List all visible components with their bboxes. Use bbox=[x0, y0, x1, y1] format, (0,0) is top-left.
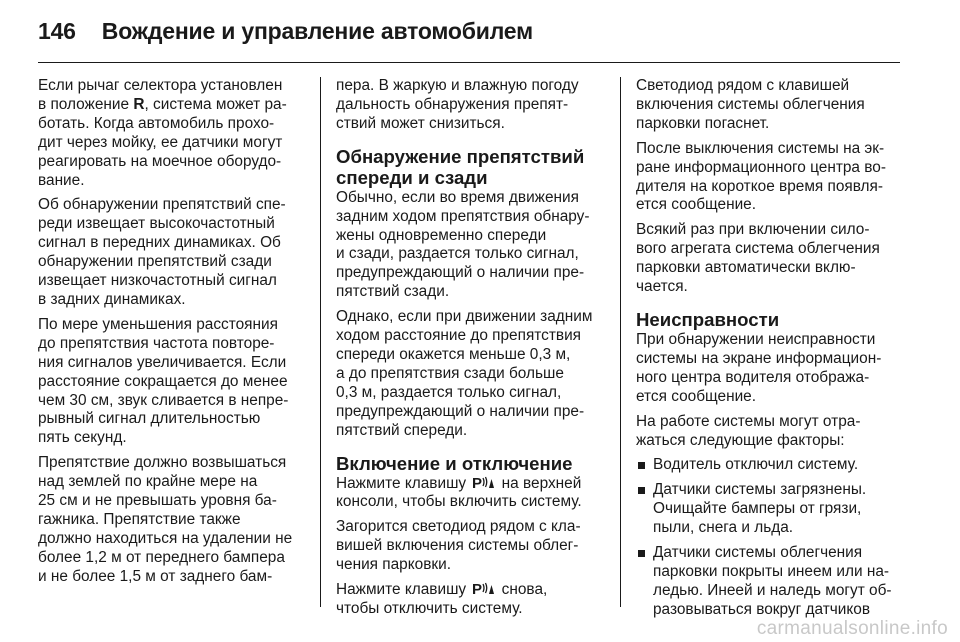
text-line: При обнаружении неисправности bbox=[636, 330, 876, 348]
text-line: над землей по крайне мере на bbox=[38, 473, 258, 491]
column-3 bbox=[636, 77, 904, 626]
text-line: 25 см и не превышать уровня ба- bbox=[38, 492, 277, 510]
text-line: Нажмите клавишу P снова, bbox=[336, 581, 548, 599]
text-line: спереди окажется меньше 0,3 м, bbox=[336, 345, 571, 363]
text-line: до препятствия частота повторе- bbox=[38, 334, 275, 352]
text-line: Если рычаг селектора установлен bbox=[38, 77, 283, 94]
text-line: реагировать на моечное оборудо- bbox=[38, 152, 282, 170]
column-2 bbox=[336, 77, 610, 625]
paragraph bbox=[636, 221, 904, 297]
paragraph bbox=[336, 518, 610, 575]
page-number: 146 bbox=[38, 18, 76, 44]
text-line: в задних динамиках. bbox=[38, 290, 186, 308]
text-line: чается. bbox=[636, 278, 688, 296]
text-line: чем 30 см, звук сливается в непре- bbox=[38, 391, 289, 409]
text-line: ботать. Когда автомобиль прохо- bbox=[38, 114, 275, 132]
text-line: ного центра водителя отобража- bbox=[636, 368, 870, 386]
text-line: вишей включения системы облег- bbox=[336, 537, 579, 555]
paragraph bbox=[636, 140, 904, 216]
paragraph bbox=[336, 189, 610, 302]
text-line: Об обнаружении препятствий спе- bbox=[38, 196, 286, 214]
text-line: системы на экране информацион- bbox=[636, 349, 882, 367]
list-item: Датчики системы загрязнены. Очищайте бамперы от грязи, пыли, снега и льда. bbox=[636, 481, 904, 538]
park-pilot-icon bbox=[472, 475, 494, 490]
section-heading: Обнаружение препятствий спереди и сзади bbox=[336, 145, 585, 188]
text-line: пятствий спереди. bbox=[336, 421, 468, 439]
text-line: ходом расстояние до препятствия bbox=[336, 327, 582, 345]
watermark: carmanualsonline.info bbox=[756, 618, 948, 639]
text-line: жаться следующие факторы: bbox=[636, 431, 845, 449]
text-line: задним ходом препятствия обнару- bbox=[336, 207, 590, 225]
text-line: Препятствие должно возвышаться bbox=[38, 454, 287, 472]
column-divider-1 bbox=[320, 77, 321, 607]
paragraph bbox=[38, 77, 318, 190]
text-line: 0,3 м, раздается только сигнал, bbox=[336, 383, 562, 401]
text-line: вание. bbox=[38, 171, 85, 189]
text-line: гажника. Препятствие также bbox=[38, 510, 241, 528]
text-line: дальность обнаружения препят- bbox=[336, 95, 569, 113]
text-line: пера. В жаркую и влажную погоду bbox=[336, 77, 579, 94]
text-line: чтобы отключить систему. bbox=[336, 599, 523, 617]
page-title: Вождение и управление автомобилем bbox=[101, 18, 533, 44]
paragraph bbox=[636, 413, 904, 451]
text-line: На работе системы могут отра- bbox=[636, 412, 861, 430]
text-line: дит через мойку, ее датчики могут bbox=[38, 133, 283, 151]
text-line: должно находиться на удалении не bbox=[38, 529, 293, 547]
list-item: Датчики системы облегчения парковки покрыты инеем или на- ледью. Инеей и наледь могут об- разовываться вокруг датчиков bbox=[636, 544, 904, 620]
text-line: ется сообщение. bbox=[636, 387, 757, 405]
text-line: Загорится светодиод рядом с кла- bbox=[336, 518, 581, 536]
text-line: обнаружении препятствий сзади bbox=[38, 253, 272, 271]
text-line: рывный сигнал длительностью bbox=[38, 410, 261, 428]
text-line: а до препятствия сзади больше bbox=[336, 364, 564, 382]
paragraph bbox=[38, 454, 318, 586]
text-line: более 1,2 м от переднего бампера bbox=[38, 548, 285, 566]
text-line: консоли, чтобы включить систему. bbox=[336, 493, 582, 511]
text-line: предупреждающий о наличии пре- bbox=[336, 402, 585, 420]
text-line: ется сообщение. bbox=[636, 196, 757, 214]
text-line: предупреждающий о наличии пре- bbox=[336, 264, 585, 282]
text-line: парковки погаснет. bbox=[636, 114, 770, 132]
text-line: чения парковки. bbox=[336, 556, 451, 574]
text-line: и не более 1,5 м от заднего бам- bbox=[38, 567, 273, 585]
paragraph bbox=[336, 475, 610, 513]
text-line: включения системы облегчения bbox=[636, 95, 865, 113]
text-line: ния сигналов увеличивается. Если bbox=[38, 353, 287, 371]
paragraph bbox=[636, 77, 904, 134]
paragraph bbox=[636, 331, 904, 407]
text-line: По мере уменьшения расстояния bbox=[38, 315, 278, 333]
column-divider-2 bbox=[620, 77, 621, 607]
header-rule bbox=[38, 62, 900, 63]
text-line: пятствий сзади. bbox=[336, 283, 450, 301]
column-1 bbox=[38, 77, 318, 593]
paragraph bbox=[336, 77, 610, 134]
paragraph bbox=[38, 196, 318, 309]
paragraph bbox=[38, 316, 318, 448]
section-heading: Включение и отключение bbox=[336, 452, 573, 474]
svg-text:P: P bbox=[472, 474, 483, 490]
text-line: ствий может снизиться. bbox=[336, 114, 505, 132]
text-line: и сзади, раздается только сигнал, bbox=[336, 245, 579, 263]
text-line: Обычно, если во время движения bbox=[336, 188, 579, 206]
text-line: пять секунд. bbox=[38, 429, 127, 447]
text-line: вого агрегата система облегчения bbox=[636, 240, 880, 258]
text-line: парковки автоматически вклю- bbox=[636, 259, 856, 277]
svg-text:P: P bbox=[472, 581, 483, 597]
text-line: жены одновременно спереди bbox=[336, 226, 547, 244]
page-header bbox=[38, 18, 533, 45]
text-line: расстояние сокращается до менее bbox=[38, 372, 288, 390]
text-line: Всякий раз при включении сило- bbox=[636, 221, 870, 239]
paragraph bbox=[336, 308, 610, 440]
gear-r-label: R bbox=[133, 95, 145, 113]
section-heading: Неисправности bbox=[636, 308, 780, 330]
text-line: Однако, если при движении задним bbox=[336, 308, 593, 326]
text-line: ране информационного центра во- bbox=[636, 158, 886, 176]
text-line: После выключения системы на эк- bbox=[636, 139, 885, 157]
paragraph bbox=[336, 581, 610, 619]
park-pilot-icon bbox=[472, 581, 494, 596]
text-line: реди извещает высокочастотный bbox=[38, 215, 275, 233]
list-item: Водитель отключил систему. bbox=[636, 456, 904, 475]
text-line: сигнал в передних динамиках. Об bbox=[38, 234, 281, 252]
text-line: извещает низкочастотный сигнал bbox=[38, 272, 277, 290]
text-line: Нажмите клавишу P на верхней bbox=[336, 474, 582, 492]
text-line: в положение R, система может ра- bbox=[38, 95, 287, 113]
text-line: дителя на короткое время появля- bbox=[636, 177, 884, 195]
text-line: Светодиод рядом с клавишей bbox=[636, 77, 850, 94]
